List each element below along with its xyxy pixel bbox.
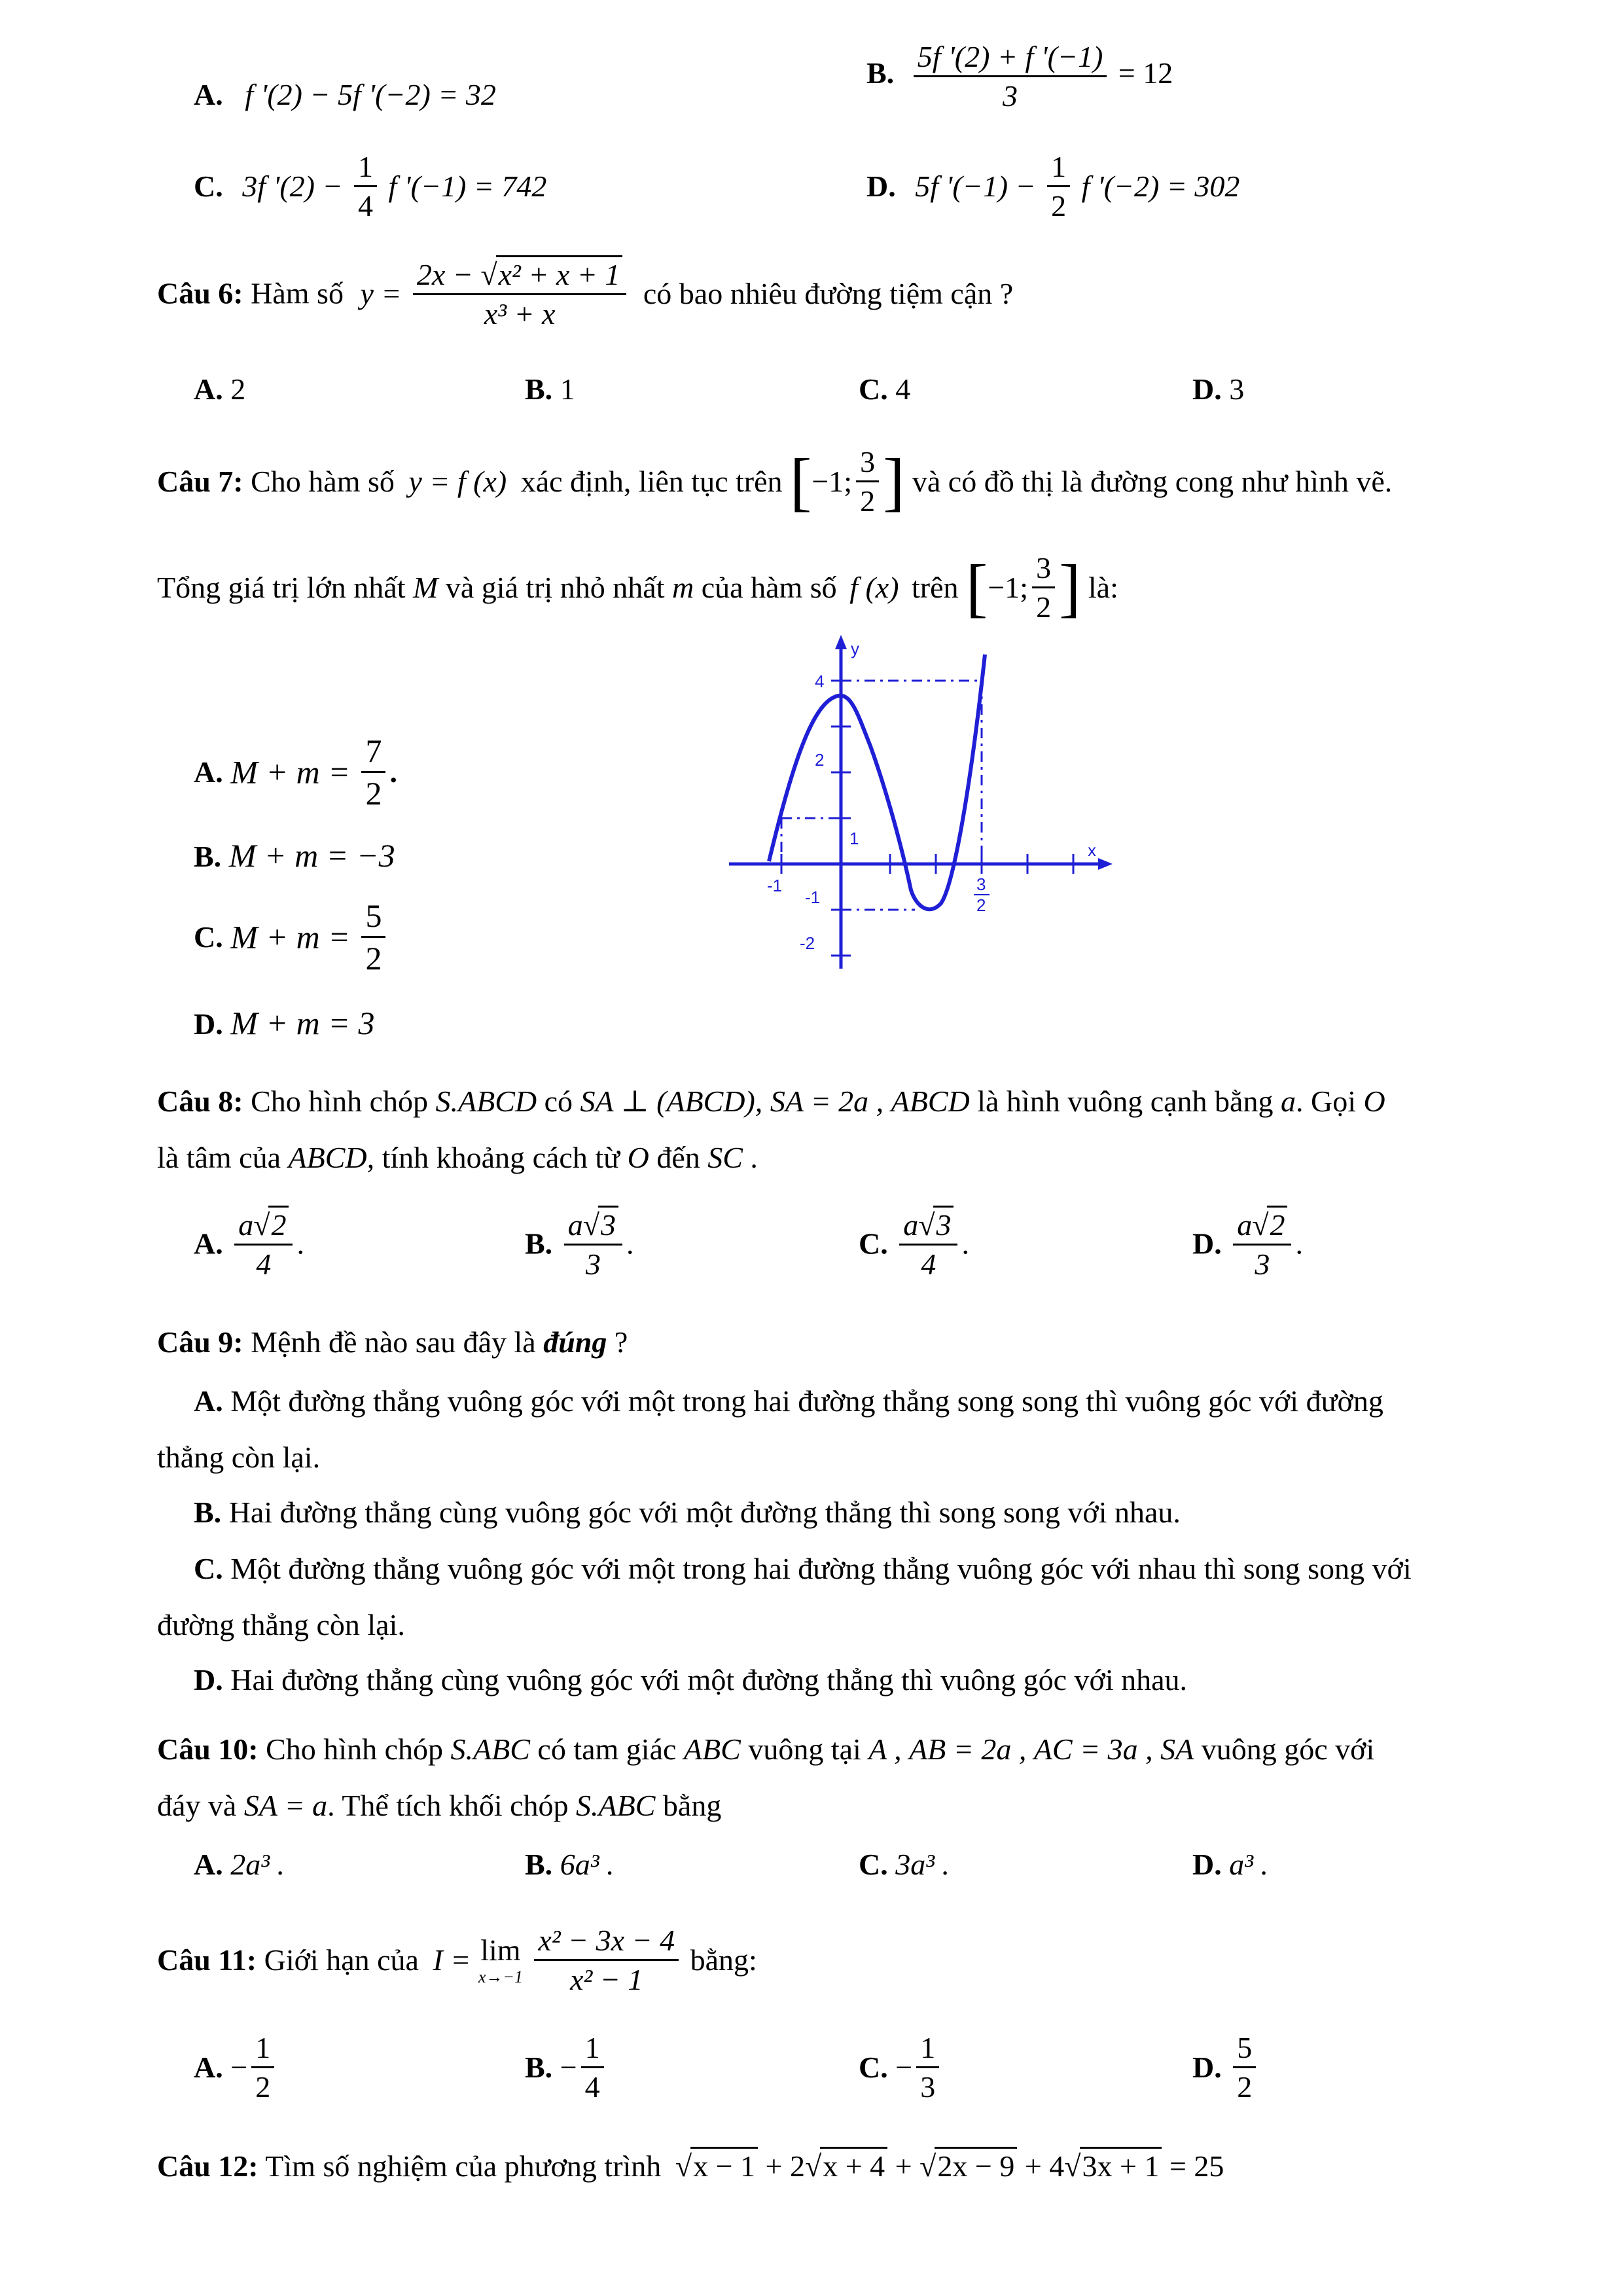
q9-option-c-cont: đường thẳng còn lại. (157, 1608, 405, 1641)
tick-2: 2 (815, 750, 825, 770)
q5-c-fraction (354, 149, 377, 223)
q6-question (157, 255, 1013, 331)
q5-d-den: 2 (1051, 189, 1067, 223)
q7-function-graph (720, 635, 1126, 982)
q6-num-a: 2x − (416, 258, 473, 291)
q5-d-post: f '(−2) = 302 (1081, 170, 1240, 203)
q9-option-c: C. Một đường thẳng vuông góc với một trong hai đường thẳng vuông góc với nhau thì song song với (194, 1552, 1412, 1585)
q5-d-fraction (1047, 149, 1070, 223)
q9-option-a: A. Một đường thẳng vuông góc với một trong hai đường thẳng song song thì vuông góc với đường (194, 1384, 1383, 1418)
q5-b-label: B. (866, 56, 895, 90)
graph-x-label: x (1088, 840, 1096, 860)
x-axis-arrow (1098, 858, 1113, 870)
q11-option-c: C. − $\frac{1}{3}$ (859, 2030, 943, 2104)
q7-interval-frac: $\frac{3}{2}$ (856, 444, 879, 518)
q5-option-d (866, 149, 1240, 223)
q6-option-d: D. 3 (1192, 372, 1245, 406)
q5-d-num: 1 (1047, 149, 1070, 187)
q6-fraction: $\frac{\text{2x − √x² + x + 1}}{\text{x³ + x}}$ (413, 255, 626, 331)
q6-text2: có bao nhiêu đường tiệm cận ? (643, 276, 1014, 310)
q7-head: Câu 7: (157, 465, 243, 498)
q5-option-c (194, 149, 546, 223)
q9-option-b: B. Hai đường thẳng cùng vuông góc với một đường thẳng thì song song với nhau. (194, 1496, 1181, 1529)
q6-option-a: A. 2 (194, 372, 246, 406)
tick-minus1: -1 (805, 888, 821, 907)
q5-c-num: 1 (354, 149, 377, 187)
q6-num-rad: x² + x + 1 (496, 255, 623, 292)
tick-1: 1 (849, 829, 859, 848)
q5-a-expr: f '(2) − 5f '(−2) = 32 (245, 78, 496, 111)
q7-question-line2: Tổng giá trị lớn nhất M và giá trị nhỏ nhất m của hàm số f (x) trên [−1; $\frac{3}{2}$ ] là: (157, 551, 1118, 624)
function-curve (769, 655, 985, 909)
q5-d-pre: 5f '(−1) − (915, 170, 1036, 203)
q7-option-d: D. M + m = 3 (194, 1005, 375, 1041)
graph-y-label: y (851, 639, 859, 658)
q11-option-b: B. − $\frac{1}{4}$ (525, 2030, 608, 2104)
q5-option-a (194, 77, 496, 112)
q9-option-a-cont: thẳng còn lại. (157, 1441, 321, 1474)
q7-question-line1: Câu 7: Cho hàm số y = f (x) xác định, liên tục trên [−1; $\frac{3}{2}$ ] và có đồ thị là đường cong như hình vẽ. (157, 445, 1393, 518)
q10-option-d: D. a³ . (1192, 1848, 1269, 1881)
q5-c-pre: 3f '(2) − (242, 170, 343, 203)
q6-den: x³ + x (484, 297, 556, 331)
q8-option-b: B. $\frac{a√3}{3}$ . (525, 1206, 633, 1282)
q7-option-b: B. M + m = −3 (194, 837, 395, 874)
q6-option-b: B. 1 (525, 372, 575, 406)
q11-question: Câu 11: Giới hạn của I = lim x→−1 $\frac{\text{x² − 3x − 4}}{\text{x² − 1}}$ bằng: (157, 1924, 757, 1996)
q5-b-rhs: = 12 (1118, 56, 1173, 90)
q10-option-a: A. 2a³ . (194, 1848, 285, 1881)
q5-b-num: 5f '(2) + f '(−1) (914, 39, 1107, 77)
q10-option-b: B. 6a³ . (525, 1848, 615, 1881)
q5-b-den: 3 (1002, 79, 1018, 113)
q10-question: Câu 10: Cho hình chóp S.ABC có tam giác ABC vuông tại A , AB = 2a , AC = 3a , SA vuông góc với đáy và SA = a. Thể tích khối chóp S.ABC bằng (157, 1732, 1375, 1822)
q6-text1: Hàm số (251, 276, 344, 310)
q5-a-label: A. (194, 78, 223, 111)
q9-option-d: D. Hai đường thẳng cùng vuông góc với một đường thẳng thì vuông góc với nhau. (194, 1663, 1188, 1696)
q8-question: Câu 8: Cho hình chóp S.ABCD có SA ⊥ (ABCD), SA = 2a , ABCD là hình vuông cạnh bằng a. Gọi O là tâm của ABCD, tính khoảng cách từ O đến SC . (157, 1085, 1385, 1174)
q5-c-label: C. (194, 170, 223, 203)
q6-option-c: C. 4 (859, 372, 911, 406)
q5-d-label: D. (866, 170, 896, 203)
q11-option-a: A. − $\frac{1}{2}$ (194, 2030, 278, 2104)
q10-option-c: C. 3a³ . (859, 1848, 950, 1881)
tick-4: 4 (815, 672, 825, 691)
q9-question: Câu 9: Mệnh đề nào sau đây là đúng ? (157, 1325, 628, 1359)
q7-option-a: A. M + m = $\frac{7}{2}$ . (194, 732, 397, 812)
tick-x-3-over-2-num: 3 (976, 874, 986, 894)
q8-option-d: D. $\frac{a√2}{3}$ . (1192, 1206, 1303, 1282)
q8-option-a: A. $\frac{a√2}{4}$ . (194, 1206, 304, 1282)
q6-y-eq: y = (360, 276, 402, 310)
q5-c-post: f '(−1) = 742 (388, 170, 547, 203)
q5-c-den: 4 (358, 189, 374, 223)
q5-option-b (866, 39, 1173, 113)
q12-question: Câu 12: Tìm số nghiệm của phương trình √x − 1 + 2√x + 4 + √2x − 9 + 4√3x + 1 = 25 (157, 2147, 1224, 2183)
q5-b-fraction (914, 39, 1107, 113)
q6-head: Câu 6: (157, 276, 243, 310)
tick-minus2: -2 (800, 933, 815, 953)
q11-option-d: D. $\frac{5}{2}$ (1192, 2030, 1260, 2104)
q8-option-c: C. $\frac{a√3}{4}$ . (859, 1206, 969, 1282)
tick-x-3-over-2-den: 2 (976, 895, 986, 915)
tick-x-minus1: -1 (767, 876, 783, 895)
q7-option-c: C. M + m = $\frac{5}{2}$ (194, 897, 389, 977)
y-axis-arrow (835, 635, 847, 649)
